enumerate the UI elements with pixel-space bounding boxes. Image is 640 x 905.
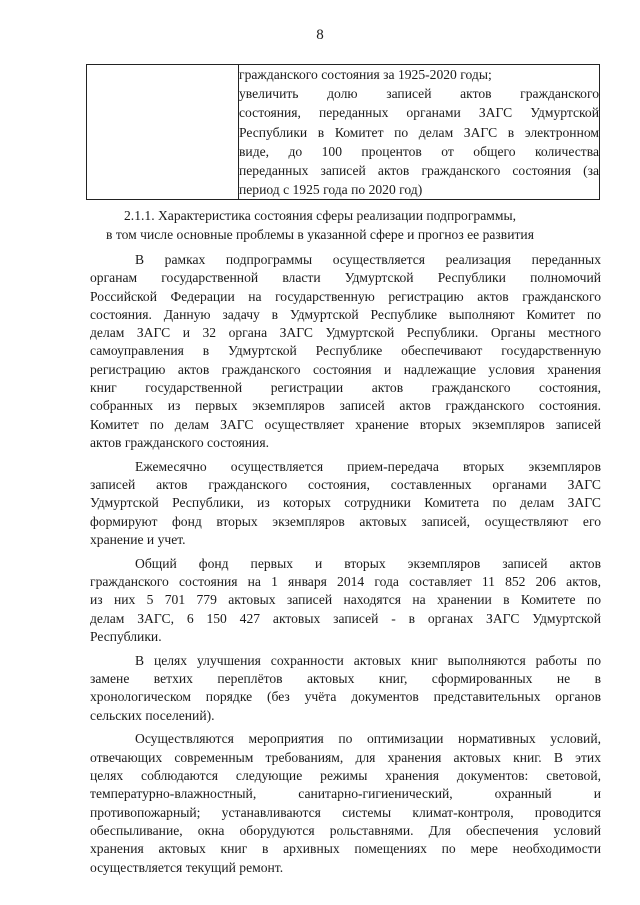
section-heading (0, 206, 640, 244)
text-line: Удмуртской Республики, из которых сотрудники Комитета по делам ЗАГС (90, 495, 601, 511)
table-cell-goals (239, 65, 600, 200)
text-line: хранение и учет. (90, 531, 186, 547)
paragraph-4 (90, 652, 601, 725)
text-line: самоуправления в Удмуртской Республике обеспечивают государственную (90, 343, 601, 359)
text-line: Ежемесячно осуществляется прием-передача вторых экземпляров (135, 458, 601, 474)
text-line: хранения актовых книг в архивных помещениях по мере необходимости (90, 841, 601, 857)
text-line: противопожарный; устанавливаются системы климат-контроля, проводится (90, 804, 601, 820)
cell-text-line: увеличить долю записей актов гражданского (239, 86, 599, 102)
table-row (87, 65, 600, 200)
text-line: температурно-влажностный, санитарно-гигиенический, охранный и (90, 786, 601, 802)
text-line: Российской Федерации на государственную регистрацию актов гражданского (90, 288, 601, 304)
paragraph-5 (90, 730, 601, 876)
text-line: В целях улучшения сохранности актовых книг выполняются работы по (135, 652, 601, 668)
page-number: 8 (316, 27, 324, 43)
text-line: формируют фонд вторых экземпляров актовых записей, осуществляют его (90, 513, 601, 529)
text-line: записей актов гражданского состояния, составленных органами ЗАГС (90, 477, 601, 493)
text-line: регистрацию актов гражданского состояния и надлежащие условия хранения (90, 361, 601, 377)
cell-text-line: Республики в Комитет по делам ЗАГС в электронном (239, 124, 599, 140)
text-line: органам государственной власти Удмуртской Республики полномочий (90, 270, 601, 286)
text-line: гражданского состояния на 1 января 2014 года составляет 11 852 206 актов, (90, 574, 601, 590)
goals-table (86, 64, 600, 200)
text-line: из них 5 701 779 актовых записей находятся на хранении в Комитете по (90, 592, 601, 608)
cell-text-line: виде, до 100 процентов от общего количества (239, 143, 599, 159)
cell-text-line: период с 1925 года по 2020 год) (239, 182, 423, 198)
cell-text-line: переданных записей актов гражданского состояния (за (239, 162, 599, 178)
table-cell-empty (87, 65, 239, 200)
text-line: обеспыливание, окна оборудуются рольставнями. Для обеспечения условий (90, 822, 601, 838)
paragraph-3 (90, 555, 601, 646)
text-line: Республики. (90, 628, 162, 644)
text-line: книг государственной регистрации актов гражданского состояния, (90, 380, 601, 396)
text-line: отвечающих современным требованиям, для хранения актовых книг. В этих (90, 749, 601, 765)
cell-text-line: состояния, переданных органами ЗАГС Удмуртской (239, 105, 599, 121)
paragraph-1 (90, 251, 601, 452)
text-line: Осуществляются мероприятия по оптимизации нормативных условий, (135, 731, 601, 747)
text-line: В рамках подпрограммы осуществляется реализация переданных (135, 252, 601, 267)
text-line: сельских поселений). (90, 707, 215, 723)
text-line: актов гражданского состояния. (90, 434, 269, 450)
text-line: состояния. Данную задачу в Удмуртской Республике выполняют Комитет по (90, 306, 601, 322)
text-line: Общий фонд первых и вторых экземпляров записей актов (135, 555, 601, 571)
section-heading-line: 2.1.1. Характеристика состояния сферы реализации подпрограммы, (124, 208, 516, 223)
cell-text-line: гражданского состояния за 1925-2020 годы; (239, 67, 492, 82)
text-line: собранных из первых экземпляров записей актов гражданского состояния. (90, 398, 601, 414)
text-line: делам ЗАГС, 6 150 427 актовых записей - в органах ЗАГС Удмуртской (90, 610, 601, 626)
text-line: Комитет по делам ЗАГС осуществляет хранение вторых экземпляров записей (90, 416, 601, 432)
text-line: хронологическом порядке (без учёта документов представительных органов (90, 689, 601, 705)
paragraph-2 (90, 458, 601, 549)
body-text (90, 251, 601, 877)
section-heading-line: в том числе основные проблемы в указанной сфере и прогноз ее развития (106, 227, 534, 242)
text-line: замене ветхих переплётов актовых книг, сформированных не в (90, 671, 601, 687)
text-line: делам ЗАГС и 32 органа ЗАГС Удмуртской Республики. Органы местного (90, 325, 601, 341)
text-line: целях соблюдаются следующие режимы хранения документов: световой, (90, 768, 601, 784)
text-line: осуществляется текущий ремонт. (90, 859, 284, 875)
